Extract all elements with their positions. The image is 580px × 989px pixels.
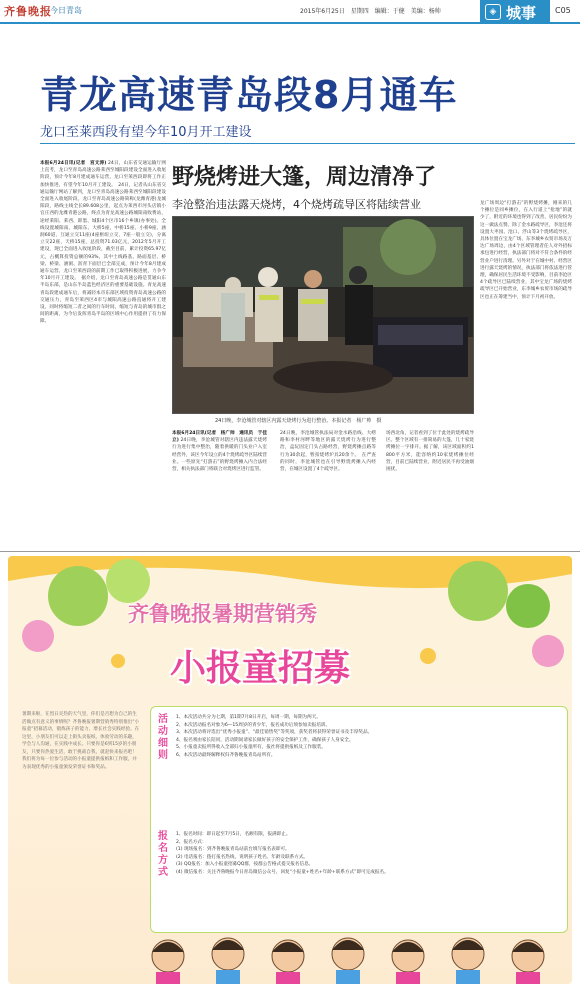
list-item: 2、报名方式：: [176, 839, 207, 845]
headline-secondary: 野烧烤进大篷，周边清净了: [172, 165, 437, 190]
list-item: (4) 微信报名：关注齐鲁晚报今日青岛微信公众号，回复“小报童+姓名+年龄+联系方式”即可完成报名。: [176, 869, 389, 875]
signup-list: [176, 831, 556, 931]
list-item: 2、本次活动报名对象为6—15周岁的青少年，报名成功后须参加卖报培训。: [176, 722, 331, 728]
headline-main-subtitle: 龙口至莱西段有望今年10月开工建设: [40, 125, 252, 140]
article2-column-2: 24日晚，李沧城管执法局对金水路沿线、大崂路和李村河畔等地区的露天烧烤行为进行整治，盒玩固定门头占路经营，野烧烤摊点路等行为30余起，暂扣烧烤炉具20余个。 在严查的同时，李沧城管也在引导野烧烤摊入内经营，在城区设置了4个疏导区。: [280, 431, 376, 473]
list-item: (3) QQ报名：加入小报童招募QQ群，按群公告格式提交报名信息。: [176, 862, 314, 867]
news-photo-illustration: [173, 217, 473, 413]
article1-text: 24日，山东省交通运输厅网上直考，龙口至青岛高速公路莱西至城阳段建设全面进入收尾阶段，预计今年8月建成通车运营，龙口至莱西段即将工作正加快推进，有望今年10月开工建设。 24日，记者从山东省交通运输厅网站了解到，龙口至青岛高速公路莱西至城阳段建设全面进入收尾阶段。龙口至青岛高速公路简称(龙潍青港)龙城阳段，路线主线全长89.608公里，起点为莱西市河头店镇小官庄西的龙潍青港公路，终点为青龙高速公路城阳南收费站，途经莱阳、莱西、即墨、城阳4个区市16个乡镇(办事处)。全线设置城阳南、城阳东、大桥5座、中桥15座、小桥9座、涵洞60道，互通立交11座(4座枢纽立交，7座一般立交)，分离立交22座，天桥15座，总投资71.03亿元，2012年5月开工建设，现已全面进入收尾阶段，截至目前，累计投资65.97亿元，占概算投资总额的93%，其中土线路基、路面基层、桥梁、桥梁、涵洞、沥青下面层已全部完成，预计今年8月建成通车运营。龙口至莱西段的前期工作已取得积极进展，力争今年10月开工建设。 据介绍，龙口至青岛高速公路是贯通山东半岛东部，是山东半岛蓝色经济区的重要基础设施。青龙高速青岛段建成通车后，将减轻本市东部区域投资青岛高速公路的交通压力，青岛至莱西区4市与城阳高速公路直通将开工建设，同时将缩短二者之间的行车时间，缩短与青岛的城市群之间的距离，为今后发挥青岛半岛的区域中心作用提供了有力保障。: [40, 161, 166, 325]
edition-label: 今日青岛: [50, 6, 82, 15]
list-item: (1) 现场报名：到齐鲁晚报青岛站前台填写报名表即可。: [176, 847, 290, 852]
rules-list: [176, 714, 556, 822]
divider: [40, 143, 575, 144]
ad-intro-text: 暑期来啦，在烈日炎热的天气里，你们是否想为自己的生活做点有意义的事情呢？齐鲁晚报暑期营销秀特别推出“小报童”招募活动，锻炼孩子的能力，增长社会实践经验。在这里，小朋友们可以走上街头卖报纸，体验劳动的乐趣，学会与人沟通，在实践中成长。只要你是6到15岁的小朋友，只要你热爱生活，敢于挑战自我，就赶快来报名吧！我们将为每一位参与活动的小报童提供报纸和工作服，并为表现优秀的小报童颁发荣誉证书和奖品。: [22, 712, 140, 770]
article2-column-1: [172, 430, 267, 545]
section-icon: ◈: [485, 4, 501, 20]
article1-lead: 本报6月24日讯(记者 宫文涛): [40, 161, 107, 166]
ad-title: 齐鲁晚报暑期营销秀: [128, 602, 317, 626]
newspaper-logo: 齐鲁晚报: [4, 5, 52, 18]
article1-body: [40, 160, 166, 540]
ad-headline: 小报童招募: [170, 648, 351, 689]
list-item: 3、本次活动将评选出“优秀小报童”、“最佳销售奖”等奖项，获奖者将获得荣誉证书及丰厚奖品。: [176, 730, 373, 735]
signup-heading: 报名方式: [158, 831, 168, 878]
advertisement: [8, 556, 572, 984]
list-item: 1、本次活动共分为七期，第1期7月8日开启，每周一期，每期为两天。: [176, 715, 321, 720]
list-item: 5、小报童卖报所得收入全部归小报童所有，报社将提供报纸及工作服装。: [176, 745, 326, 750]
section-label: 城事: [506, 4, 537, 22]
article2-lead: 本报6月24日讯(记者 杨广帅 通讯员 于佳立): [172, 431, 267, 444]
news-photo: [172, 216, 474, 414]
article2-column-4: 龙广场周边“打游击”的野烧烤摊，刚来的几个摊位是同乡摊位，在入行道上“抢地”的就少了，附近的环境也得到了改善，居民纷纷为这一做法点赞。除了金水路疏导区，李沧还将设置大枣园、沧口、浮山等3个烧烤疏导区，具体位置在宝龙广场、东李城乡农贸市场及万达广场周边，由4个区域管理者任人对外招标承包进行经营，执法部门将对不符合条件的经营业户进行清理。另外对于在城中村、经营区进行露天烧烤的情况，执法部门将依法进行管理，确保居民生活环境不受影响，目前李沧区4个疏导区已陆续营业，其中宝龙广场的烧烤疏导区已开始营业，东李城乡农贸市场的疏导区也正在筹建当中，预计下月初开放。: [480, 201, 572, 300]
divider: [0, 551, 580, 552]
article2-column-3: 场西北角，记者看到了位于此处的烧烤疏导区。整个区域有一排简易的大篷，几十家烧烤摊位一字排开。据了解，该区域面积约1800平方米，能容纳约10家烧烤摊位经营，目前已陆续营业，附近居民不再受油烟困扰。: [386, 431, 474, 473]
list-item: 4、报名须由家长陪同，活动期间请家长做好孩子的安全保护工作，确保孩子人身安全。: [176, 737, 354, 743]
section-badge: [480, 0, 550, 22]
rules-heading: 活动细则: [158, 714, 168, 761]
article2-text-1: 24日晚，李沧城管对辖区内违法露天烧烤行为进行集中整治，随着供暖的门头业户入室经营外，该区今年设立的4个烧烤疏导区陆续营业。一些原先“打游击”的野烧烤摊入内合法经营，相关执法部门将联合对烧烤区进行监管。: [172, 438, 267, 473]
list-item: 1、报名时间：即日起至7月5日，名额有限，报满即止。: [176, 832, 291, 837]
cartoon-kids-illustration: [138, 926, 568, 984]
list-item: (2) 电话报名：拨打报名热线，说明孩子姓名、年龄及联系方式。: [176, 854, 309, 860]
headline-main: 青龙高速青岛段8月通车: [40, 73, 458, 117]
headline-secondary-subtitle: 李沧整治违法露天烧烤，4个烧烤疏导区将陆续营业: [172, 198, 421, 211]
issue-meta: 2015年6月25日 星期四 编辑：于健 美编：杨帅: [300, 8, 441, 15]
list-item: 6、本次活动最终解释权归齐鲁晚报青岛站所有。: [176, 752, 276, 758]
photo-caption: 24日晚，李沧城管对辖区内露天烧烤行为进行整治。本报记者 杨广帅 摄: [215, 418, 382, 424]
page-number: C05: [555, 6, 571, 15]
